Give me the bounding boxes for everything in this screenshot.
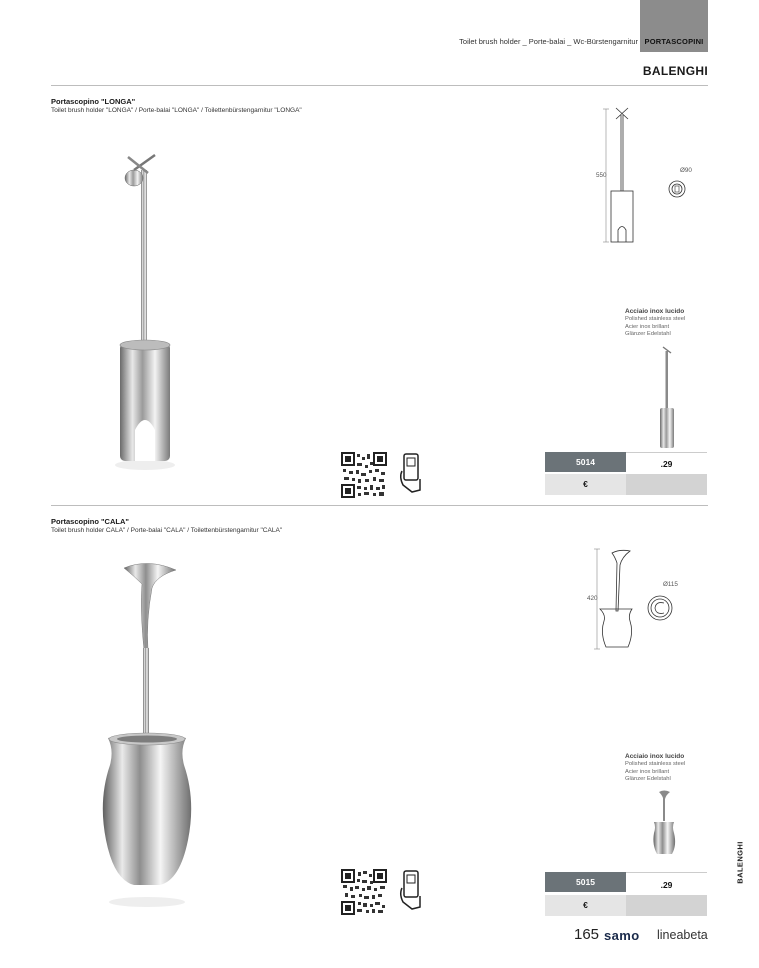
technical-drawing-longa [594,105,704,250]
section-tab-label: PORTASCOPINI [644,37,704,46]
finish-translation: Polished stainless steel [625,316,686,322]
finish-translation: Polished stainless steel [625,761,686,767]
phone-scan-icon [398,870,424,910]
height-dimension: 420 [587,595,598,602]
side-brand-label: BALENGHI [735,841,745,884]
product-title: Portascopino "LONGA" [51,97,136,106]
finish-translation: Glänzer Edelstahl [625,776,671,782]
product-subtitle: Toilet brush holder CALA" / Porte-balai "CALA" / Toilettenbürstengarnitur "CALA" [51,527,283,534]
product-photo-longa [100,145,190,475]
page-number: 165 [574,926,600,943]
product-photo-cala [100,560,200,910]
samo-logo: samo [604,928,640,943]
brand-heading: BALENGHI [642,64,708,78]
qr-code[interactable] [340,868,388,916]
phone-scan-icon [398,453,424,493]
diameter-dimension: Ø90 [680,167,692,174]
finish-thumbnail [650,789,678,857]
product-title: Portascopino "CALA" [51,517,129,526]
currency: € [545,474,626,495]
product-subtitle: Toilet brush holder "LONGA" / Porte-balai "LONGA" / Toilettenbürstengarnitur "LONGA" [51,107,302,114]
finish-translation: Acier inox brillant [625,323,670,330]
side-brand-tab [733,840,747,890]
price-cell [626,895,707,916]
section-tab [640,0,708,52]
product-code: 5015 [545,872,626,892]
height-dimension: 550 [596,172,607,179]
finish-name: Acciaio inox lucido [625,753,685,760]
finish-translation: Acier inox brillant [625,768,670,775]
finish-name: Acciaio inox lucido [625,308,685,315]
qr-code[interactable] [340,451,388,499]
currency: € [545,895,626,916]
price-cell [626,474,707,495]
divider [51,85,708,86]
price-suffix: .29 [626,452,707,472]
price-suffix: .29 [626,872,707,892]
finish-translation: Glänzer Edelstahl [625,331,671,337]
finish-thumbnail [654,345,680,450]
product-code: 5014 [545,452,626,472]
divider [51,505,708,506]
category-path: Toilet brush holder _ Porte-balai _ Wc-Bürstengarnitur [459,37,638,46]
product-line-name: lineabeta [657,928,708,942]
technical-drawing-cala [590,543,700,653]
diameter-dimension: Ø115 [663,581,678,588]
